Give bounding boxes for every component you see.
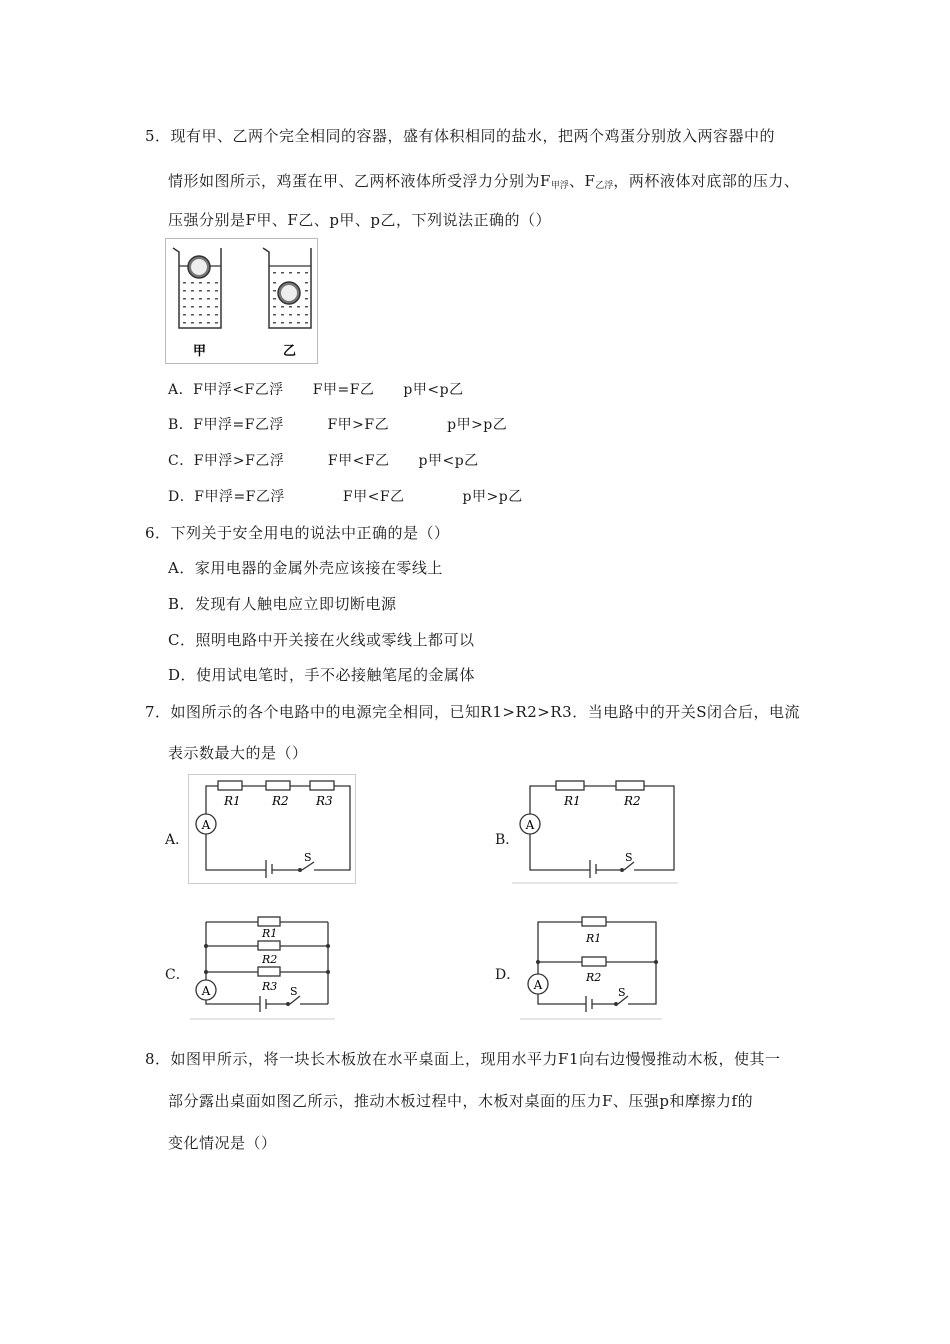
q5-stem-line2-a: 情形如图所示，鸡蛋在甲、乙两杯液体所受浮力分别为F	[168, 172, 551, 190]
q7-option-d-label[interactable]: D．	[495, 967, 521, 983]
r3-label-a: R3	[316, 794, 333, 808]
switch-label-c: S	[290, 985, 298, 998]
r2-label-a: R2	[272, 794, 289, 808]
q5-option-b[interactable]: B．F甲浮=F乙浮 F甲>F乙 p甲>p乙	[168, 417, 508, 433]
switch-label-d: S	[618, 986, 626, 999]
q8-stem-line2: 部分露出桌面如图乙所示，推动木板过程中，木板对桌面的压力F、压强p和摩擦力f的	[168, 1092, 754, 1110]
ammeter-b-label: A	[525, 818, 535, 832]
r1-label-d: R1	[586, 932, 602, 945]
q8-stem-line3: 变化情况是（）	[168, 1134, 277, 1152]
q6-option-b[interactable]: B．发现有人触电应立即切断电源	[168, 595, 397, 613]
ammeter-c-label: A	[201, 984, 211, 998]
q8-stem-line1: 8．如图甲所示，将一块长木板放在水平桌面上，现用水平力F1向右边慢慢推动木板，使其一	[145, 1050, 781, 1068]
r1-label-b: R1	[564, 794, 581, 808]
circuit-d	[520, 912, 662, 1020]
r2-label-d: R2	[586, 971, 602, 984]
q6-stem: 6．下列关于安全用电的说法中正确的是（）	[145, 524, 450, 542]
r1-label-a: R1	[224, 794, 241, 808]
label-jia: 甲	[193, 344, 207, 359]
switch-label-b: S	[625, 851, 633, 864]
q5-subscript-jiafu: 甲浮	[550, 181, 569, 191]
ammeter-a-label: A	[201, 818, 211, 832]
circuit-a	[188, 774, 356, 884]
circuit-c	[190, 912, 335, 1020]
switch-label-a: S	[304, 851, 312, 864]
q7-option-c-label[interactable]: C．	[165, 967, 190, 983]
q5-stem-line3: 压强分别是F甲、F乙、p甲、p乙，下列说法正确的（）	[168, 211, 552, 229]
r2-label-c: R2	[262, 953, 278, 966]
label-yi: 乙	[283, 344, 297, 359]
q6-option-d[interactable]: D．使用试电笔时，手不必接触笔尾的金属体	[168, 666, 476, 684]
r1-label-c: R1	[262, 927, 278, 940]
q5-beakers-figure	[165, 238, 318, 364]
q7-option-a-label[interactable]: A．	[165, 832, 190, 848]
q5-stem-line2	[168, 171, 799, 194]
q5-option-d[interactable]: D．F甲浮=F乙浮 F甲<F乙 p甲>p乙	[168, 489, 523, 505]
r3-label-c: R3	[262, 980, 278, 993]
q5-stem-line2-e: ，两杯液体对底部的压力、	[613, 172, 800, 190]
q6-option-c[interactable]: C．照明电路中开关接在火线或零线上都可以	[168, 631, 475, 649]
r2-label-b: R2	[624, 794, 641, 808]
q5-stem-line2-c: 、F	[568, 172, 596, 190]
q5-stem-line1: 5．现有甲、乙两个完全相同的容器，盛有体积相同的盐水，把两个鸡蛋分别放入两容器中的	[145, 127, 776, 145]
q7-stem-line2: 表示数最大的是（）	[168, 744, 308, 762]
q5-option-c[interactable]: C．F甲浮>F乙浮 F甲<F乙 p甲<p乙	[168, 453, 479, 469]
q7-option-b-label[interactable]: B．	[495, 832, 520, 848]
ammeter-d-label: A	[533, 978, 543, 992]
circuit-b	[512, 774, 678, 884]
q7-stem-line1: 7．如图所示的各个电路中的电源完全相同，已知R1>R2>R3．当电路中的开关S闭合后，电流	[145, 703, 800, 721]
q5-subscript-yifu: 乙浮	[595, 181, 614, 191]
q5-option-a[interactable]: A．F甲浮<F乙浮 F甲=F乙 p甲<p乙	[168, 382, 464, 398]
q6-option-a[interactable]: A．家用电器的金属外壳应该接在零线上	[168, 559, 443, 577]
